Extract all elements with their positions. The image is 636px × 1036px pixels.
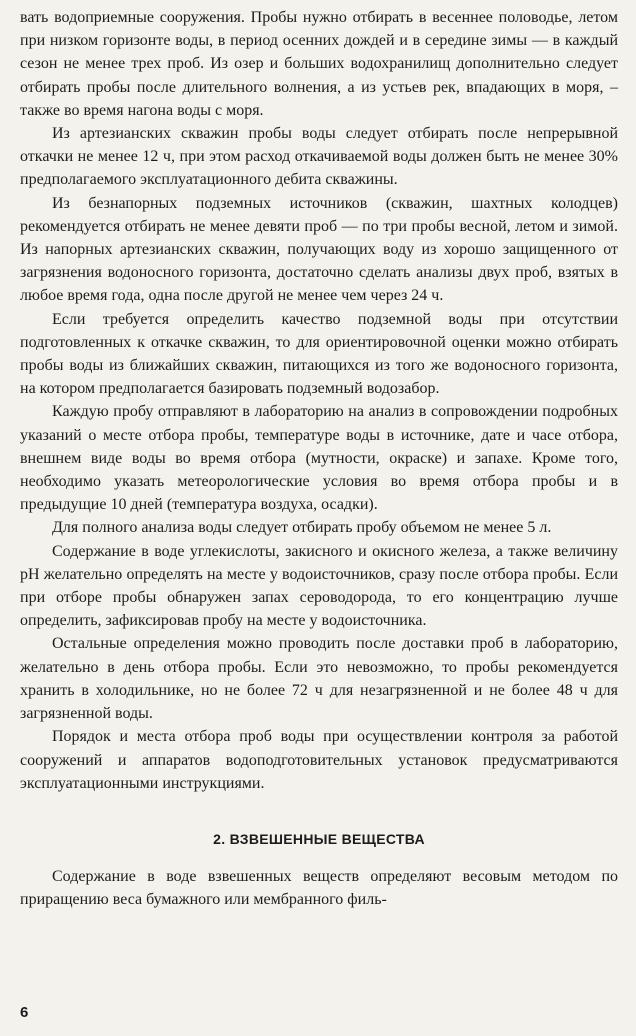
paragraph-lab-analysis: Остальные определения можно проводить после доставки проб в лабораторию, желательно в день отбора пробы. Если это невозможно, то пробы рекомендуется хранить в холодильнике, но не более 72 ч для незагрязненной и не более 48 ч для загрязненной воды. [20,635,618,723]
paragraph-sampling-seasons: вать водоприемные сооружения. Пробы нужно отбирать в весеннее половодье, летом при низком горизонте воды, в период осенних дождей и в середине зимы — в каждый сезон не менее трех проб. Из озер и больших водохранилищ дополнительно следует отбирать пробы после длительного волнения, а из устьев рек, впадающих в моря, – также во время нагона воды с моря. [20,9,618,119]
paragraph-control-procedure: Порядок и места отбора проб воды при осуществлении контроля за работой сооружений и аппаратов водоподготовительных установок предусматриваются эксплуатационными инструкциями. [20,728,618,792]
paragraph-unconfined-sources: Из безнапорных подземных источников (скважин, шахтных колодцев) рекомендуется отбирать не менее девяти проб — по три пробы весной, летом и зимой. Из напорных артезианских скважин, получающих воду из хорошо защищенного от загрязнения водоносного горизонта, достаточно сделать анализы двух проб, взятых в любое время года, одна после другой не менее чем через 24 ч. [20,194,618,305]
paragraph-sample-documentation: Каждую пробу отправляют в лабораторию на анализ в сопровождении подробных указаний о месте отбора пробы, температуре воды в источнике, дате и часе отбора, внешнем виде воды во время отбора (мутности, окраске) и запахе. Кроме того, необходимо указать метеорологические условия во время отбора пробы и в предыдущие 10 дней (температура воздуха, осадки). [20,403,618,514]
paragraph-artesian-wells: Из артезианских скважин пробы воды следует отбирать после непрерывной откачки не менее 12 ч, при этом расход откачиваемой воды должен быть не менее 30% предполагаемого эксплуатационного дебита скважины. [20,125,618,189]
paragraph-nearby-wells: Если требуется определить качество подземной воды при отсутствии подготовленных к откачке скважин, то для ориентировочной оценки можно отбирать пробы воды из ближайших скважин, питающихся из того же водоносного горизонта, на котором предполагается базировать подземный водозабор. [20,310,618,398]
page-number: 6 [20,1004,29,1021]
paragraph-sample-volume: Для полного анализа воды следует отбирать пробу объемом не менее 5 л. [52,519,552,537]
paragraph-suspended-solids: Содержание в воде взвешенных веществ определяют весовым методом по приращению веса бумажного или мембранного филь- [20,867,618,909]
section-heading: 2. ВЗВЕШЕННЫЕ ВЕЩЕСТВА [213,830,425,847]
section-spacer [20,795,618,821]
paragraph-onsite-measurements: Содержание в воде углекислоты, закисного и окисного железа, а также величину pH желательно определять на месте у водоисточников, сразу после отбора пробы. Если при отборе пробы обнаружен запах сероводорода, то его концентрацию лучше определить, зафиксировав пробу на месте у водоисточника. [20,542,618,630]
